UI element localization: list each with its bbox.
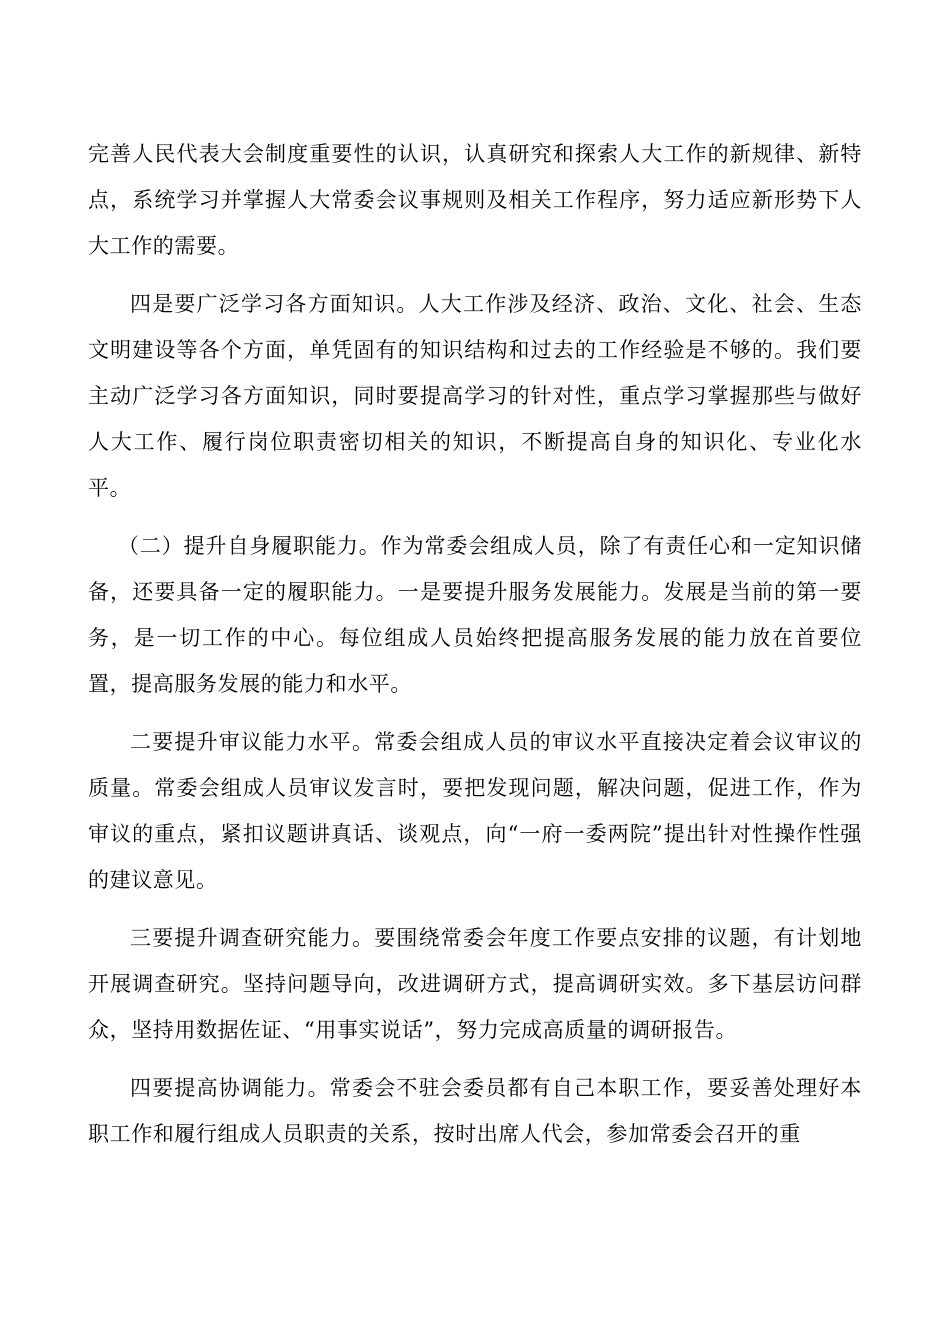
- paragraph-coordination-ability: 四要提高协调能力。常委会不驻会委员都有自己本职工作，要妥善处理好本职工作和履行组成人员职责的关系，按时出席人代会，参加常委会召开的重: [88, 1076, 862, 1146]
- paragraph-section-2: （二）提升自身履职能力。作为常委会组成人员，除了有责任心和一定知识储备，还要具备一定的履职能力。一是要提升服务发展能力。发展是当前的第一要务，是一切工作的中心。每位组成人员始终把提高服务发展的能力放在首要位置，提高服务发展的能力和水平。: [88, 534, 862, 696]
- paragraph-research-ability: 三要提升调查研究能力。要围绕常委会年度工作要点安排的议题，有计划地开展调查研究。坚持问题导向，改进调研方式，提高调研实效。多下基层访问群众，坚持用数据佐证、“用事实说话”，努力完成高质量的调研报告。: [88, 926, 862, 1042]
- paragraph-review-ability: 二要提升审议能力水平。常委会组成人员的审议水平直接决定着会议审议的质量。常委会组成人员审议发言时，要把发现问题，解决问题，促进工作，作为审议的重点，紧扣议题讲真话、谈观点，向“一府一委两院”提出针对性操作性强的建议意见。: [88, 730, 862, 892]
- paragraph-continuation: 完善人民代表大会制度重要性的认识，认真研究和探索人大工作的新规律、新特点，系统学习并掌握人大常委会议事规则及相关工作程序，努力适应新形势下人大工作的需要。: [88, 142, 862, 258]
- paragraph-item-4: 四是要广泛学习各方面知识。人大工作涉及经济、政治、文化、社会、生态文明建设等各个方面，单凭固有的知识结构和过去的工作经验是不够的。我们要主动广泛学习各方面知识，同时要提高学习的针对性，重点学习掌握那些与做好人大工作、履行岗位职责密切相关的知识，不断提高自身的知识化、专业化水平。: [88, 292, 862, 500]
- document-body: [88, 131, 862, 1169]
